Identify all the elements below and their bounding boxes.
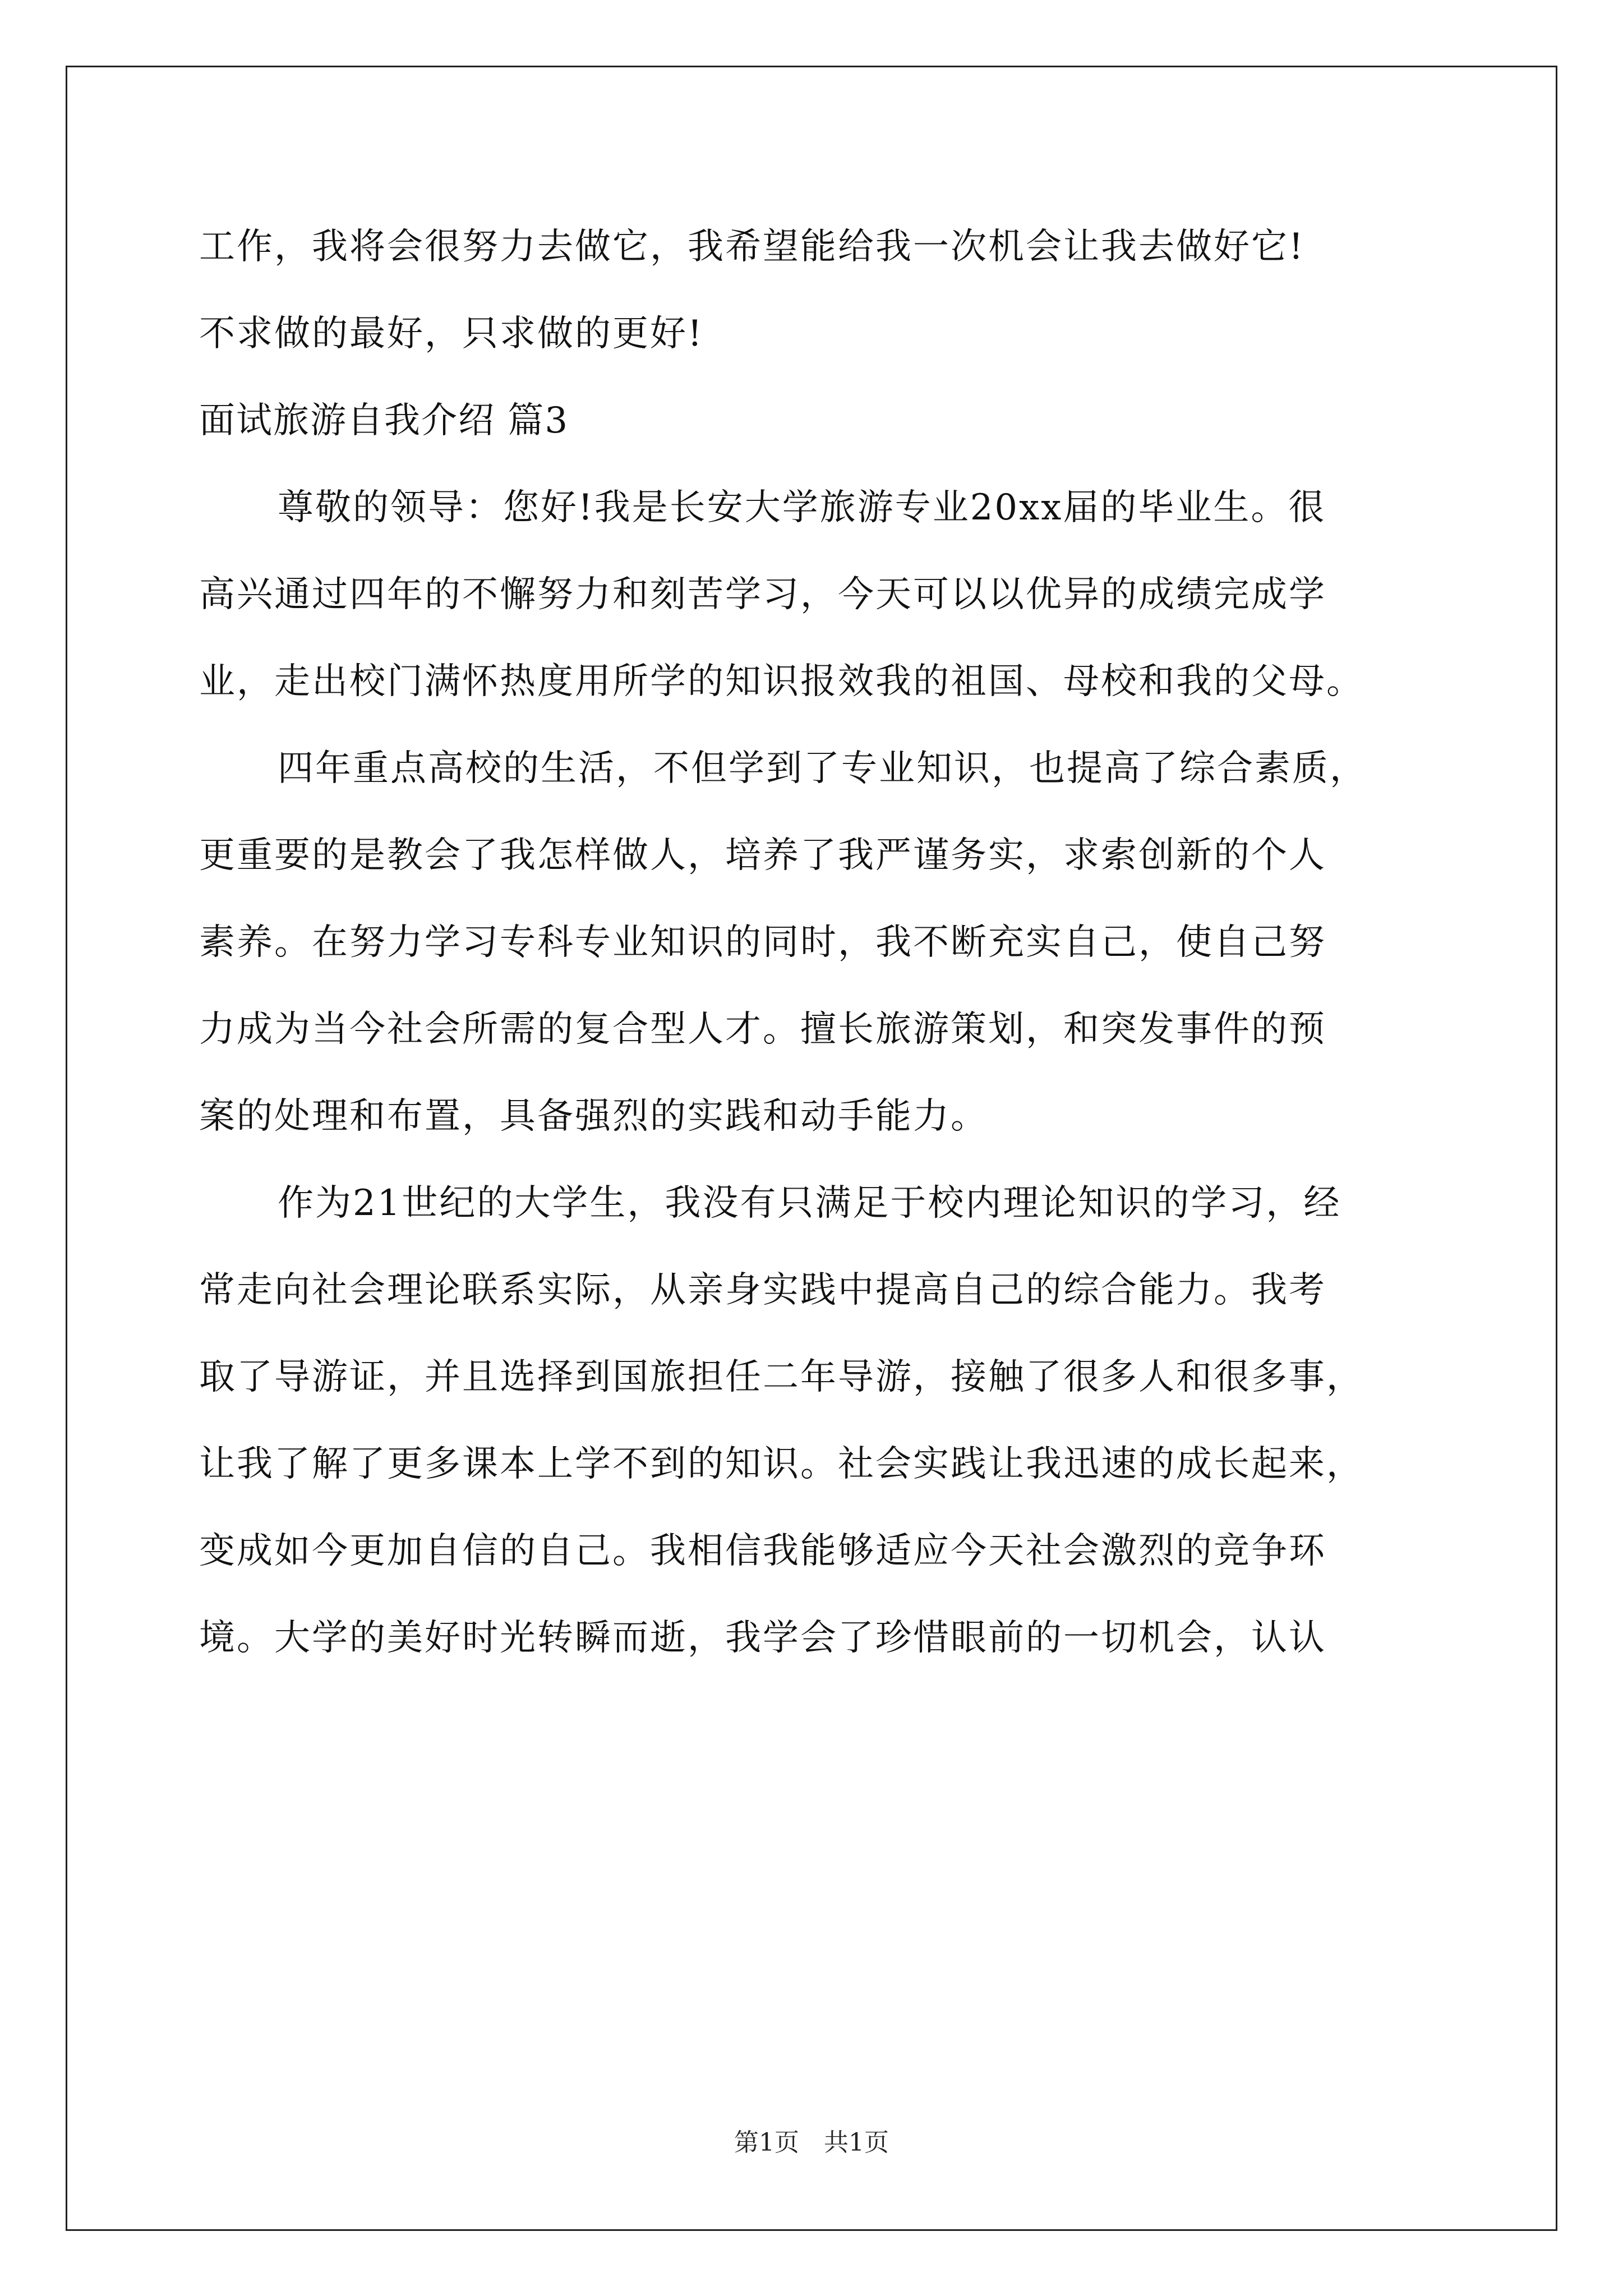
text-line-12: 作为21世纪的大学生，我没有只满足于校内理论知识的学习，经 bbox=[278, 1182, 1341, 1224]
section-heading: 面试旅游自我介绍 篇3 bbox=[199, 400, 569, 441]
text-line-16: 变成如今更加自信的自己。我相信我能够适应今天社会激烈的竞争环 bbox=[199, 1530, 1326, 1572]
text-line-17: 境。大学的美好时光转瞬而逝，我学会了珍惜眼前的一切机会，认认 bbox=[199, 1617, 1326, 1659]
text-line-5: 高兴通过四年的不懈努力和刻苦学习，今天可以以优异的成绩完成学 bbox=[199, 574, 1326, 615]
text-line-4: 尊敬的领导：您好!我是长安大学旅游专业20xx届的毕业生。很 bbox=[278, 487, 1326, 528]
text-line-11: 案的处理和布置，具备强烈的实践和动手能力。 bbox=[199, 1096, 988, 1137]
text-line-6: 业，走出校门满怀热度用所学的知识报效我的祖国、母校和我的父母。 bbox=[199, 661, 1364, 702]
page-footer bbox=[0, 2126, 1623, 2160]
text-line-8: 更重要的是教会了我怎样做人，培养了我严谨务实，求索创新的个人 bbox=[199, 835, 1326, 876]
text-line-1: 工作，我将会很努力去做它，我希望能给我一次机会让我去做好它! bbox=[199, 226, 1305, 268]
text-line-2: 不求做的最好，只求做的更好! bbox=[199, 313, 704, 355]
text-line-15: 让我了解了更多课本上学不到的知识。社会实践让我迅速的成长起来， bbox=[199, 1443, 1364, 1485]
text-line-14: 取了导游证，并且选择到国旅担任二年导游，接触了很多人和很多事， bbox=[199, 1356, 1364, 1398]
text-line-10: 力成为当今社会所需的复合型人才。擅长旅游策划，和突发事件的预 bbox=[199, 1009, 1326, 1050]
document-body bbox=[199, 216, 1447, 1694]
text-line-7: 四年重点高校的生活，不但学到了专业知识，也提高了综合素质， bbox=[278, 748, 1367, 789]
text-line-9: 素养。在努力学习专科专业知识的同时，我不断充实自己，使自己努 bbox=[199, 922, 1326, 963]
text-line-13: 常走向社会理论联系实际，从亲身实践中提高自己的综合能力。我考 bbox=[199, 1269, 1326, 1311]
page-number-label: 第1页 共1页 bbox=[734, 2128, 889, 2157]
